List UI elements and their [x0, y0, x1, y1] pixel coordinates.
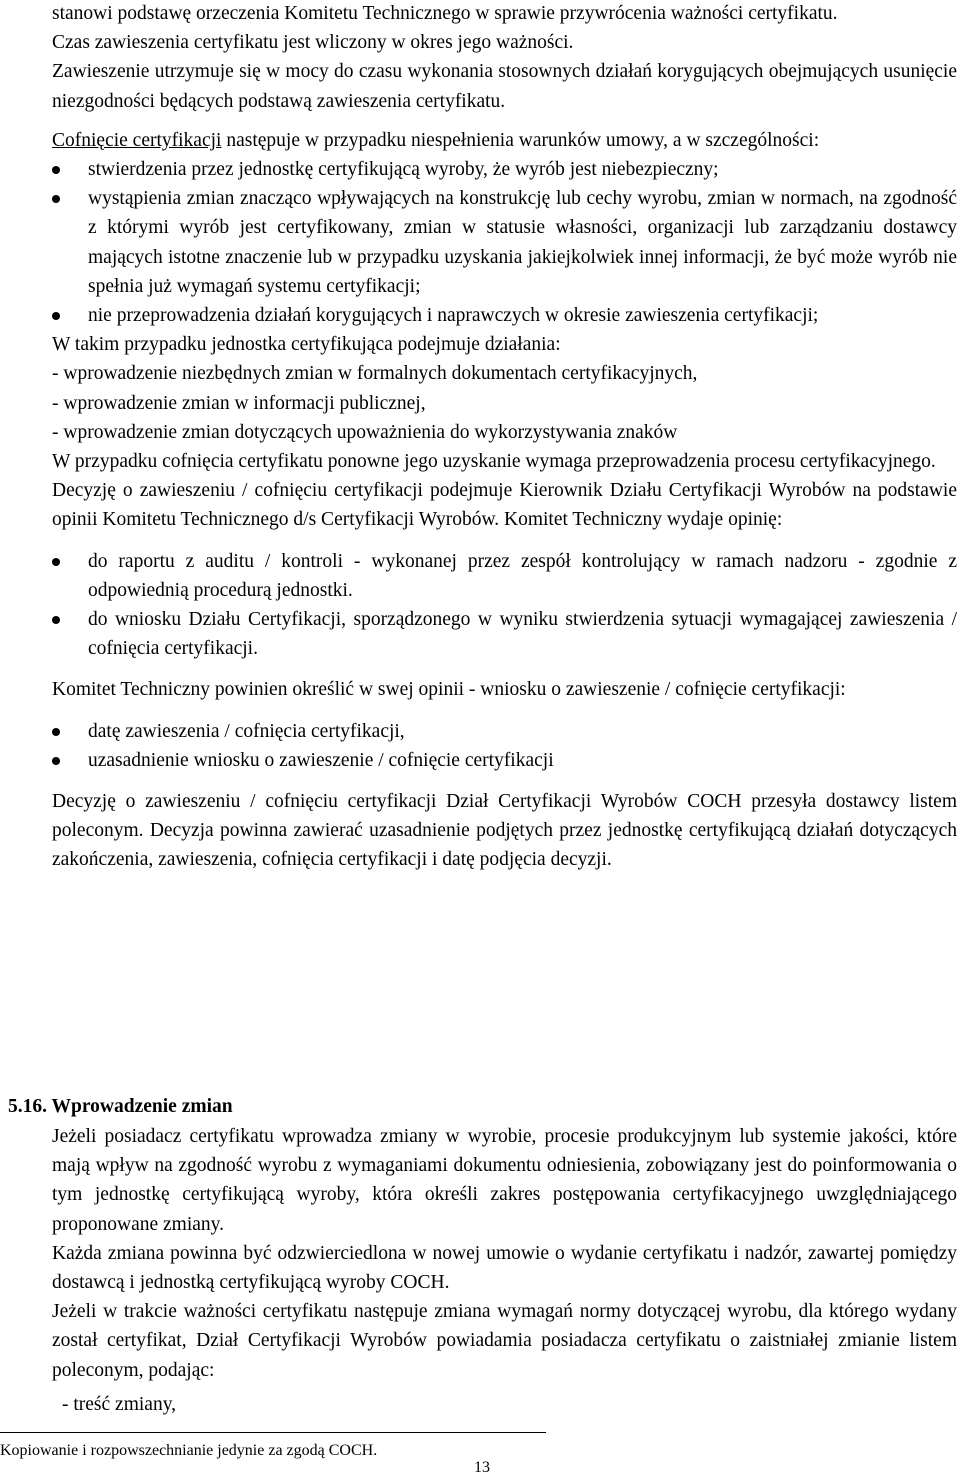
section-heading: 5.16. Wprowadzenie zmian: [8, 1096, 233, 1117]
section-body: [52, 1122, 957, 1419]
list-item: nie przeprowadzenia działań korygujących i naprawczych w okresie zawieszenia certyfikacji;: [52, 301, 957, 330]
footer-text: Kopiowanie i rozpowszechnianie jedynie za zgodą COCH.: [0, 1442, 378, 1459]
bullet-icon: [52, 166, 60, 174]
top-block: [52, 0, 957, 875]
list-item: do wniosku Działu Certyfikacji, sporządzonego w wyniku stwierdzenia sytuacji wymagającej zawieszenia / cofnięcia certyfikacji.: [52, 605, 957, 663]
revocation-reasons-list: [52, 155, 957, 330]
list-item: uzasadnienie wniosku o zawieszenie / cofnięcie certyfikacji: [52, 746, 957, 775]
paragraph-decision: Decyzję o zawieszeniu / cofnięciu certyfikacji podejmuje Kierownik Działu Certyfikacji Wyrobów na podstawie opinii Komitetu Technicznego d/s Certyfikacji Wyrobów. Komitet Techniczny wydaje opinię:: [52, 480, 957, 531]
opinion-list: [52, 547, 957, 664]
footer-rule: [0, 1432, 546, 1433]
bullet-icon: [52, 757, 60, 765]
committee-list: [52, 717, 957, 775]
list-item: do raportu z auditu / kontroli - wykonanej przez zespół kontrolujący w ramach nadzoru - zgodnie z odpowiednią procedurą jednostki.: [52, 547, 957, 605]
paragraph-committee: Komitet Techniczny powinien określić w swej opinii - wniosku o zawieszenie / cofnięcie certyfikacji:: [52, 679, 846, 701]
paragraph-restoration: stanowi podstawę orzeczenia Komitetu Technicznego w sprawie przywrócenia ważności certyfikatu.: [52, 3, 838, 24]
bullet-icon: [52, 616, 60, 624]
bullet-icon: [52, 728, 60, 736]
paragraph-reacquire: W przypadku cofnięcia certyfikatu ponowne jego uzyskanie wymaga przeprowadzenia procesu certyfikacyjnego.: [52, 451, 936, 473]
paragraph-suspension-validity: Zawieszenie utrzymuje się w mocy do czasu wykonania stosownych działań korygujących obejmujących usunięcie niezgodności będących podstawą zawieszenia certyfikatu.: [52, 61, 957, 112]
list-item: stwierdzenia przez jednostkę certyfikującą wyroby, że wyrób jest niebezpieczny;: [52, 155, 957, 184]
actions-intro: W takim przypadku jednostka certyfikująca podejmuje działania:: [52, 334, 561, 356]
paragraph-new-contract: Każda zmiana powinna być odzwierciedlona w nowej umowie o wydanie certyfikatu i nadzór, zawartej pomiędzy dostawcą i jednostką certyfikującą wyroby COCH.: [52, 1242, 957, 1294]
revocation-term: Cofnięcie certyfikacji: [52, 129, 222, 151]
list-item: datę zawieszenia / cofnięcia certyfikacji,: [52, 717, 957, 746]
dash-item: - treść zmiany,: [62, 1393, 177, 1415]
revocation-text: następuje w przypadku niespełnienia warunków umowy, a w szczególności:: [221, 129, 820, 151]
paragraph-norm-change: Jeżeli w trakcie ważności certyfikatu następuje zmiana wymagań normy dotyczącej wyrobu, dla którego wydany został certyfikat, Dział Certyfikacji Wyrobów powiadamia posiadacza certyfikatu o zaistniałej zmianie listem poleconym, podając:: [52, 1301, 957, 1381]
page-number: 13: [474, 1459, 490, 1476]
list-item: wystąpienia zmian znacząco wpływających na konstrukcję lub cechy wyrobu, zmian w normach, na zgodność z którymi wyrób jest certyfikowany, zmian w statusie własności, organizacji lub zarządzaniu dostawcy mających istotne znaczenie lub w przypadku uzyskania jakiejkolwiek innej informacji, że być może wyrób nie spełnia już wymagań systemu certyfikacji;: [52, 184, 957, 301]
action-line: - wprowadzenie niezbędnych zmian w formalnych dokumentach certyfikacyjnych,: [52, 363, 698, 385]
paragraph-sending: Decyzję o zawieszeniu / cofnięciu certyfikacji Dział Certyfikacji Wyrobów COCH przesyła dostawcy listem poleconym. Decyzja powinna zawierać uzasadnienie podjętych przez jednostkę certyfikującą działań dotyczących zakończenia, zawieszenia, cofnięcia certyfikacji i datę podjęcia decyzji.: [52, 791, 957, 871]
paragraph-suspension-time: Czas zawieszenia certyfikatu jest wliczony w okres jego ważności.: [52, 32, 574, 54]
action-line: - wprowadzenie zmian w informacji publicznej,: [52, 392, 426, 414]
paragraph-revocation: [52, 126, 957, 155]
bullet-icon: [52, 312, 60, 320]
paragraph-changes: Jeżeli posiadacz certyfikatu wprowadza zmiany w wyrobie, procesie produkcyjnym lub systemie jakości, które mają wpływ na zgodność wyrobu z wymaganiami dokumentu odniesienia, zobowiązany jest do poinformowania o tym jednostkę certyfikującą wyroby, która określi zakres postępowania certyfikacyjnego uwzględniającego proponowane zmiany.: [52, 1126, 957, 1235]
bullet-icon: [52, 558, 60, 566]
action-line: - wprowadzenie zmian dotyczących upoważnienia do wykorzystywania znaków: [52, 421, 678, 443]
bullet-icon: [52, 195, 60, 203]
